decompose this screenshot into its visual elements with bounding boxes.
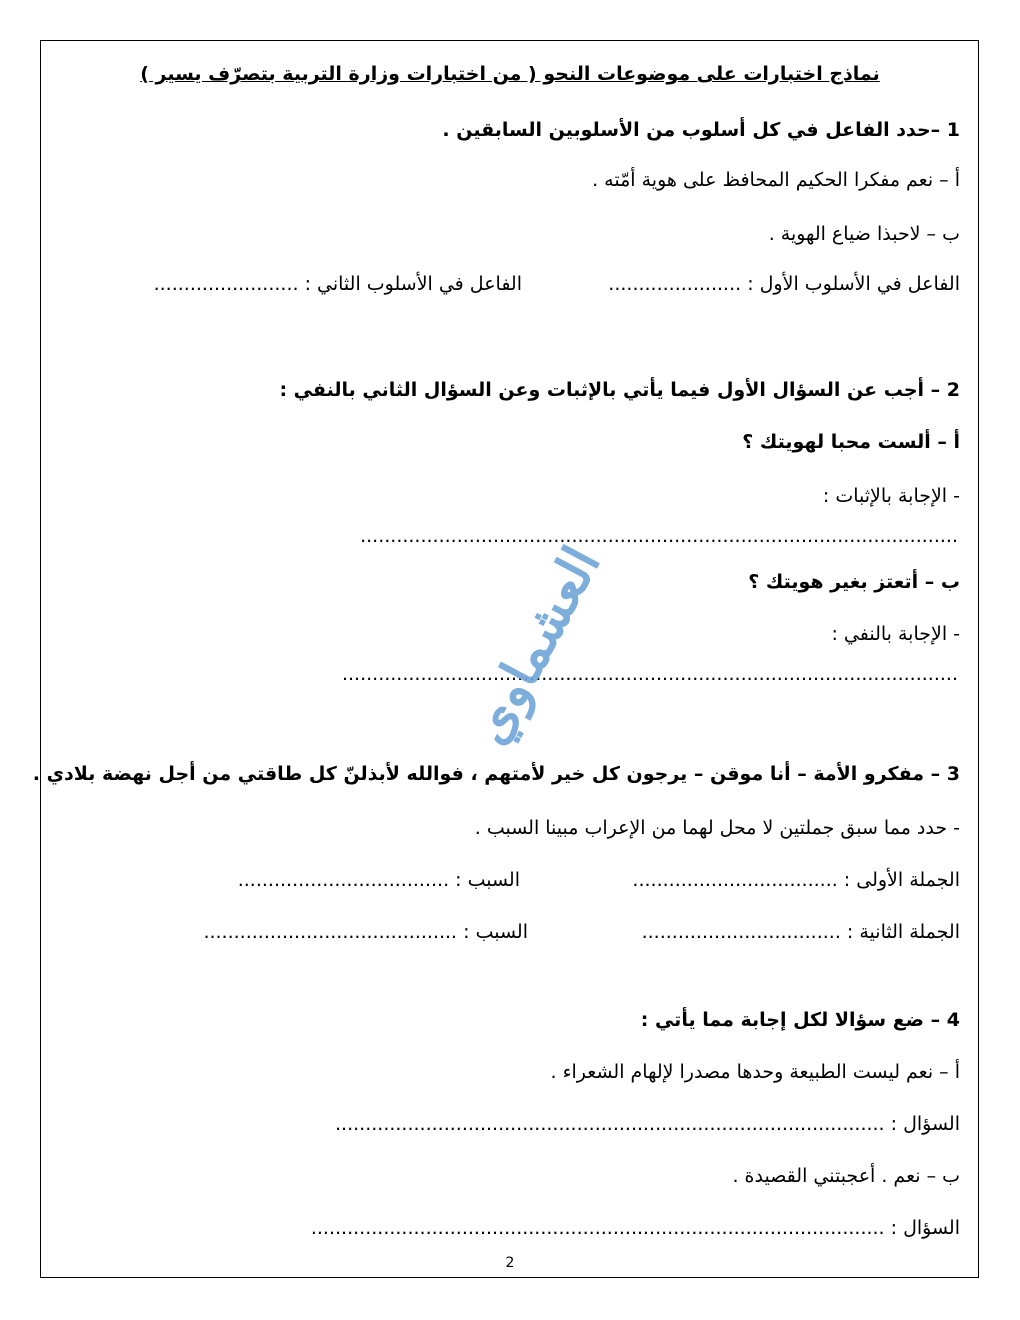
q3-sentence-first: الجملة الأولى : .................................. bbox=[632, 869, 960, 891]
q1-answer-second: الفاعل في الأسلوب الثاني : ........................ bbox=[153, 273, 522, 295]
q1-sentence-a: أ – نعم مفكرا الحكيم المحافظ على هوية أمّته . bbox=[592, 169, 960, 191]
watermark: العشماوي bbox=[457, 536, 613, 754]
q4-question-a-line: السؤال : ........................................................................................... bbox=[335, 1113, 960, 1135]
page-title-text: نماذج اختبارات على موضوعات النحو ( من اختبارات وزارة التربية بتصرّف يسير ) bbox=[140, 63, 880, 85]
q3-instruction: - حدد مما سبق جملتين لا محل لهما من الإعراب مبينا السبب . bbox=[474, 817, 960, 839]
q1-sentence-b: ب – لاحبذا ضياع الهوية . bbox=[768, 223, 960, 245]
q4-answer-a: أ – نعم ليست الطبيعة وحدها مصدرا لإلهام الشعراء . bbox=[550, 1061, 960, 1083]
q1-answer-first: الفاعل في الأسلوب الأول : ...................... bbox=[608, 273, 960, 295]
q2-question-b: ب – أتعتز بغير هويتك ؟ bbox=[748, 571, 960, 593]
q4-heading: 4 – ضع سؤالا لكل إجابة مما يأتي : bbox=[640, 1009, 960, 1031]
page-title bbox=[0, 60, 1020, 88]
page-number: 2 bbox=[505, 1255, 515, 1271]
q3-sentence-second: الجملة الثانية : ................................. bbox=[641, 921, 960, 943]
q2-answer-negative-label: - الإجابة بالنفي : bbox=[831, 623, 960, 645]
q4-answer-b: ب – نعم . أعجبتني القصيدة . bbox=[732, 1165, 960, 1187]
q3-heading: 3 – مفكرو الأمة – أنا موقن – يرجون كل خير لأمتهم ، فوالله لأبذلنّ كل طاقتي من أجل نهضة بلادي . bbox=[32, 763, 960, 785]
q2-answer-affirmative-label: - الإجابة بالإثبات : bbox=[822, 485, 960, 507]
q3-reason-first: السبب : ................................... bbox=[237, 869, 520, 891]
q1-heading: 1 –حدد الفاعل في كل أسلوب من الأسلوبين السابقين . bbox=[442, 119, 960, 141]
q2-answer-affirmative-line: ................................................................................................... bbox=[360, 525, 958, 547]
q2-answer-negative-line: ...................................................................................................... bbox=[341, 663, 958, 685]
q4-question-b-line: السؤال : ............................................................................................... bbox=[310, 1217, 960, 1239]
q3-reason-second: السبب : .......................................... bbox=[203, 921, 528, 943]
q2-heading: 2 – أجب عن السؤال الأول فيما يأتي بالإثبات وعن السؤال الثاني بالنفي : bbox=[279, 379, 960, 401]
q2-question-a: أ – ألست محبا لهويتك ؟ bbox=[742, 431, 960, 453]
